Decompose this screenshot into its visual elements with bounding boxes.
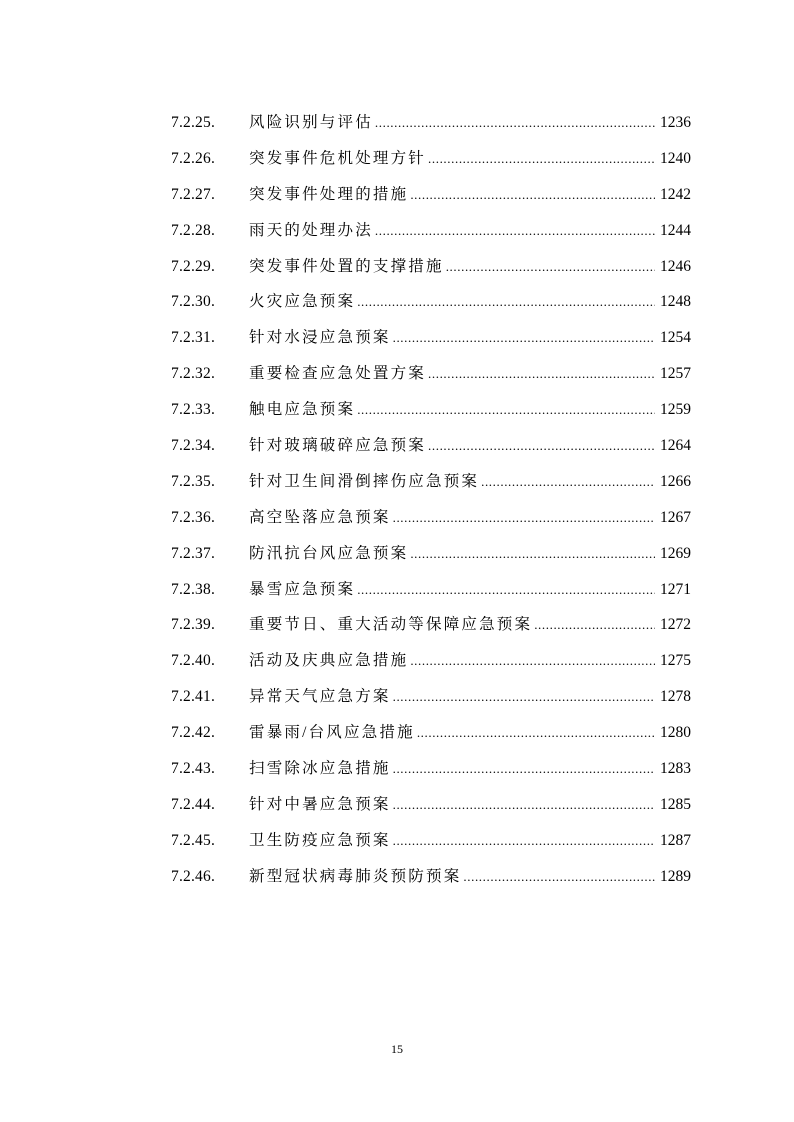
dot-leader: [428, 148, 655, 170]
toc-entry-page[interactable]: 1280: [660, 724, 691, 742]
toc-entry-number: 7.2.35.: [171, 472, 216, 490]
toc-entry[interactable]: [171, 220, 691, 256]
toc-entry[interactable]: [171, 435, 691, 471]
toc-entry-title[interactable]: 卫生防疫应急预案: [249, 831, 391, 849]
toc-entry-page[interactable]: 1242: [660, 185, 691, 203]
toc-entry-title[interactable]: 重要检查应急处置方案: [249, 365, 427, 383]
toc-entry[interactable]: [171, 184, 691, 220]
toc-entry-title[interactable]: 高空坠落应急预案: [249, 508, 391, 526]
toc-entry-page[interactable]: 1264: [660, 437, 691, 455]
dot-leader: [410, 184, 655, 206]
toc-entry-page[interactable]: 1236: [660, 114, 691, 131]
toc-entry[interactable]: [171, 794, 691, 830]
toc-entry-page[interactable]: 1244: [660, 221, 691, 239]
toc-entry-page[interactable]: 1289: [660, 867, 691, 885]
toc-entry[interactable]: [171, 399, 691, 435]
toc-entry-number: 7.2.36.: [171, 508, 216, 526]
toc-entry-title[interactable]: 雷暴雨/台风应急措施: [249, 724, 415, 742]
toc-entry-number: 7.2.40.: [171, 652, 216, 670]
dot-leader: [357, 579, 655, 601]
toc-entry[interactable]: [171, 363, 691, 399]
toc-entry-number: 7.2.39.: [171, 616, 216, 634]
dot-leader: [393, 758, 655, 780]
toc-entry[interactable]: [171, 471, 691, 507]
toc-entry[interactable]: [171, 507, 691, 543]
dot-leader: [463, 866, 655, 888]
toc-entry-page[interactable]: 1259: [660, 401, 691, 419]
toc-entry-title[interactable]: 异常天气应急方案: [249, 688, 391, 706]
dot-leader: [357, 291, 655, 313]
toc-entry-number: 7.2.45.: [171, 831, 216, 849]
toc-entry-number: 7.2.29.: [171, 257, 216, 275]
toc-entry[interactable]: [171, 112, 691, 148]
table-of-contents: [171, 112, 691, 902]
toc-entry-page[interactable]: 1283: [660, 760, 691, 778]
toc-entry[interactable]: [171, 327, 691, 363]
toc-entry-page[interactable]: 1257: [660, 365, 691, 383]
dot-leader: [375, 112, 655, 134]
toc-entry-title[interactable]: 重要节日、重大活动等保障应急预案: [249, 616, 533, 634]
dot-leader: [393, 686, 655, 708]
toc-entry-number: 7.2.31.: [171, 329, 216, 347]
dot-leader: [534, 614, 655, 636]
toc-entry[interactable]: [171, 758, 691, 794]
toc-entry-page[interactable]: 1248: [660, 293, 691, 311]
toc-entry-number: 7.2.28.: [171, 221, 216, 239]
toc-entry-title[interactable]: 突发事件处置的支撑措施: [249, 257, 444, 275]
toc-entry-number: 7.2.42.: [171, 724, 216, 742]
toc-entry-page[interactable]: 1266: [660, 472, 691, 490]
toc-entry[interactable]: [171, 579, 691, 615]
toc-entry-page[interactable]: 1287: [660, 831, 691, 849]
toc-entry-title[interactable]: 活动及庆典应急措施: [249, 652, 409, 670]
toc-entry[interactable]: [171, 148, 691, 184]
page-number: 15: [391, 1042, 403, 1056]
toc-entry-title[interactable]: 新型冠状病毒肺炎预防预案: [249, 867, 462, 885]
toc-entry-number: 7.2.34.: [171, 437, 216, 455]
toc-entry[interactable]: [171, 291, 691, 327]
toc-entry-number: 7.2.38.: [171, 580, 216, 598]
dot-leader: [393, 327, 655, 349]
toc-entry-page[interactable]: 1240: [660, 149, 691, 167]
dot-leader: [410, 543, 655, 565]
toc-entry-number: 7.2.33.: [171, 401, 216, 419]
dot-leader: [393, 794, 655, 816]
toc-entry-page[interactable]: 1269: [660, 544, 691, 562]
dot-leader: [357, 399, 655, 421]
toc-entry[interactable]: [171, 866, 691, 902]
toc-entry[interactable]: [171, 650, 691, 686]
toc-entry-title[interactable]: 突发事件危机处理方针: [249, 149, 427, 167]
dot-leader: [428, 435, 655, 457]
toc-entry-title[interactable]: 针对玻璃破碎应急预案: [249, 437, 427, 455]
toc-entry-page[interactable]: 1275: [660, 652, 691, 670]
dot-leader: [428, 363, 655, 385]
toc-entry-title[interactable]: 针对中暑应急预案: [249, 795, 391, 813]
toc-entry-number: 7.2.41.: [171, 688, 216, 706]
toc-entry-page[interactable]: 1278: [660, 688, 691, 706]
toc-entry-title[interactable]: 针对卫生间滑倒摔伤应急预案: [249, 472, 480, 490]
toc-entry[interactable]: [171, 686, 691, 722]
toc-entry-number: 7.2.32.: [171, 365, 216, 383]
toc-entry[interactable]: [171, 256, 691, 292]
dot-leader: [446, 256, 655, 278]
toc-entry-number: 7.2.46.: [171, 867, 216, 885]
toc-entry-number: 7.2.26.: [171, 149, 216, 167]
toc-entry-title[interactable]: 火灾应急预案: [249, 293, 356, 311]
toc-entry-page[interactable]: 1271: [660, 580, 691, 598]
toc-entry-page[interactable]: 1267: [660, 508, 691, 526]
toc-entry[interactable]: [171, 543, 691, 579]
toc-entry-title[interactable]: 扫雪除冰应急措施: [249, 760, 391, 778]
toc-entry-page[interactable]: 1246: [660, 257, 691, 275]
toc-entry-title[interactable]: 暴雪应急预案: [249, 580, 356, 598]
dot-leader: [417, 722, 655, 744]
dot-leader: [375, 220, 655, 242]
toc-entry-number: 7.2.27.: [171, 185, 216, 203]
toc-entry-title[interactable]: 雨天的处理办法: [249, 221, 373, 239]
toc-entry[interactable]: [171, 722, 691, 758]
dot-leader: [410, 650, 655, 672]
toc-entry-number: 7.2.43.: [171, 760, 216, 778]
toc-entry-page[interactable]: 1254: [660, 329, 691, 347]
toc-entry[interactable]: [171, 830, 691, 866]
toc-entry-number: 7.2.25.: [171, 114, 216, 131]
toc-entry-title[interactable]: 触电应急预案: [249, 401, 356, 419]
toc-entry-page[interactable]: 1272: [660, 616, 691, 634]
toc-entry-number: 7.2.44.: [171, 795, 216, 813]
dot-leader: [393, 507, 655, 529]
toc-entry-page[interactable]: 1285: [660, 795, 691, 813]
toc-entry-number: 7.2.30.: [171, 293, 216, 311]
dot-leader: [481, 471, 655, 493]
toc-entry-title[interactable]: 风险识别与评估: [249, 114, 373, 131]
toc-entry-title[interactable]: 突发事件处理的措施: [249, 185, 409, 203]
toc-entry-title[interactable]: 防汛抗台风应急预案: [249, 544, 409, 562]
toc-entry-number: 7.2.37.: [171, 544, 216, 562]
toc-entry-title[interactable]: 针对水浸应急预案: [249, 329, 391, 347]
dot-leader: [393, 830, 655, 852]
toc-entry[interactable]: [171, 614, 691, 650]
